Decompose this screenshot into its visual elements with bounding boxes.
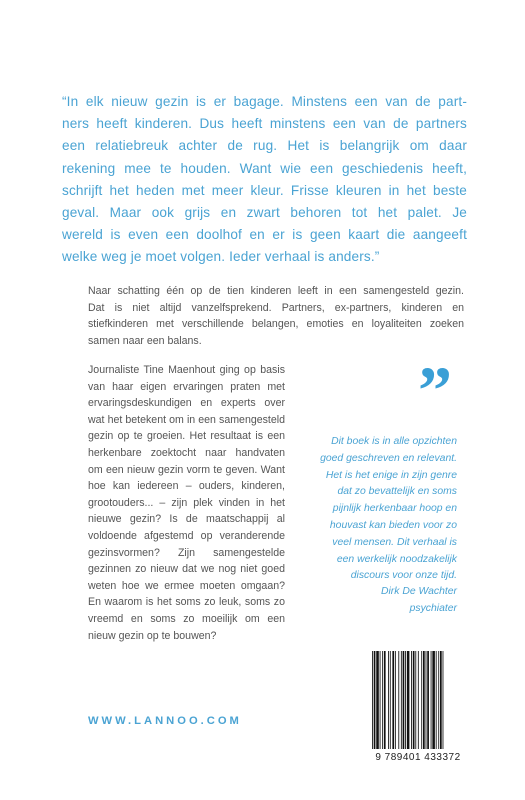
quote-line: schrijft het heden met meer kleur. Frisse kleuren in het beste: [62, 182, 467, 198]
body-line: hoe kan iedereen – ouders, kinderen,: [88, 480, 285, 493]
review-quote: [300, 434, 457, 585]
barcode-bar: [413, 651, 415, 749]
body-line: weten hoe we ermee moeten omgaan?: [88, 579, 285, 592]
barcode-bar: [443, 651, 444, 749]
barcode-bar: [440, 651, 442, 749]
body-line: van haar eigen ervaringen praten met: [88, 380, 285, 393]
author-role: psychiater: [409, 602, 457, 614]
body-line: gezinnen zo nieuw dat we nog niet goed: [88, 563, 285, 576]
barcode-bar: [427, 651, 429, 749]
barcode-bar: [392, 651, 394, 749]
barcode-bar: [376, 651, 379, 749]
description-paragraph: [88, 362, 285, 644]
isbn-number: 9 789401 433372: [375, 752, 461, 763]
body-line: vreemd en soms zo moeilijk om een: [88, 612, 285, 625]
review-line: een werkelijk noodzakelijk: [336, 553, 457, 565]
body-line: wat het betekent om in een samengesteld: [88, 413, 285, 426]
body-line: nieuw gezin op te bouwen?: [88, 629, 217, 642]
intro-line: samen naar een balans.: [88, 334, 202, 347]
quote-line: een relatiebreuk achter de rug. Het is belangrijk om daar: [62, 138, 467, 154]
barcode-bar: [398, 651, 399, 749]
barcode-bar: [438, 651, 439, 749]
pull-quote: [62, 91, 467, 269]
quote-line: geval. Maar ook grijs en zwart behoren tot het palet. Je: [62, 205, 467, 221]
barcode-bar: [407, 651, 410, 749]
quote-line: rekening mee te houden. Want wie een geschiedenis heeft,: [62, 160, 467, 176]
barcode-bar: [380, 651, 381, 749]
barcode-bar: [401, 651, 402, 749]
barcode-bar: [382, 651, 383, 749]
intro-line: Naar schatting één op de tien kinderen leeft in een samengesteld gezin.: [88, 285, 464, 297]
body-line: En waarom is het soms zo leuk, soms zo: [88, 596, 285, 609]
review-line: houvast kan bieden voor zo: [329, 519, 457, 531]
review-author: [300, 584, 457, 618]
author-name: Dirk De Wachter: [380, 586, 457, 597]
barcode-bar: [384, 651, 386, 749]
barcode: [368, 651, 468, 763]
barcode-bar: [374, 651, 376, 749]
quote-line: welke weg je moet volgen. Ieder verhaal is anders.”: [62, 249, 380, 265]
body-line: gezinsvormen? Zijn samengestelde: [88, 546, 285, 559]
intro-line: Dat is niet altijd vanzelfsprekend. Partners, ex-partners, kinderen en: [88, 301, 464, 314]
review-line: veel mensen. Dit verhaal is: [332, 536, 457, 548]
review-line: dat zo bevattelijk en soms: [337, 486, 457, 498]
barcode-bar: [388, 651, 389, 749]
intro-line: stiefkinderen met verschillende belangen, emoties en loyaliteiten zoeken: [88, 318, 464, 331]
barcode-bar: [431, 651, 432, 749]
review-line: discours voor onze tijd.: [350, 570, 457, 582]
body-line: voldoende afgestemd op veranderende: [88, 529, 285, 542]
barcode-bar: [403, 651, 405, 749]
body-line: herkenbare zoektocht naar handvaten: [88, 446, 285, 459]
barcode-bar: [405, 651, 406, 749]
barcode-bar: [421, 651, 422, 749]
barcode-bar: [411, 651, 412, 749]
barcode-bar: [423, 651, 425, 749]
review-line: Dit boek is in alle opzichten: [331, 436, 457, 447]
barcode-bar: [390, 651, 391, 749]
body-line: ervaringsdeskundigen en experts over: [88, 397, 285, 410]
body-line: Journaliste Tine Maenhout ging op basis: [88, 364, 285, 376]
barcode-bar: [436, 651, 437, 749]
review-line: Het is het enige in zijn genre: [325, 469, 457, 481]
barcode-bar: [432, 651, 435, 749]
quote-mark-icon: ”: [418, 352, 446, 428]
quote-line: ners heeft kinderen. Dus heeft minstens een van de partners: [62, 116, 467, 132]
barcode-bar: [426, 651, 427, 749]
body-line: gezin op te groeien. Het resultaat is een: [88, 430, 285, 443]
publisher-website: WWW.LANNOO.COM: [88, 715, 242, 727]
body-line: om een nieuw gezin vorm te geven. Want: [88, 463, 285, 476]
barcode-bar: [372, 651, 373, 749]
barcode-bars: [368, 651, 468, 751]
body-line: nieuwe gezin? Is de maatschappij al: [88, 513, 285, 526]
quote-line: “In elk nieuw gezin is er bagage. Minstens een van de part-: [62, 94, 467, 109]
quote-line: wereld is even een doolhof en er is geen kaart die aangeeft: [62, 227, 467, 243]
barcode-bar: [418, 651, 419, 749]
body-line: grootouders... – zijn plek vinden in het: [88, 496, 285, 509]
intro-paragraph: [88, 283, 464, 349]
review-line: goed geschreven en relevant.: [320, 452, 457, 464]
barcode-bar: [395, 651, 396, 749]
barcode-bar: [415, 651, 416, 749]
review-line: pijnlijk herkenbaar hoop en: [332, 503, 457, 515]
